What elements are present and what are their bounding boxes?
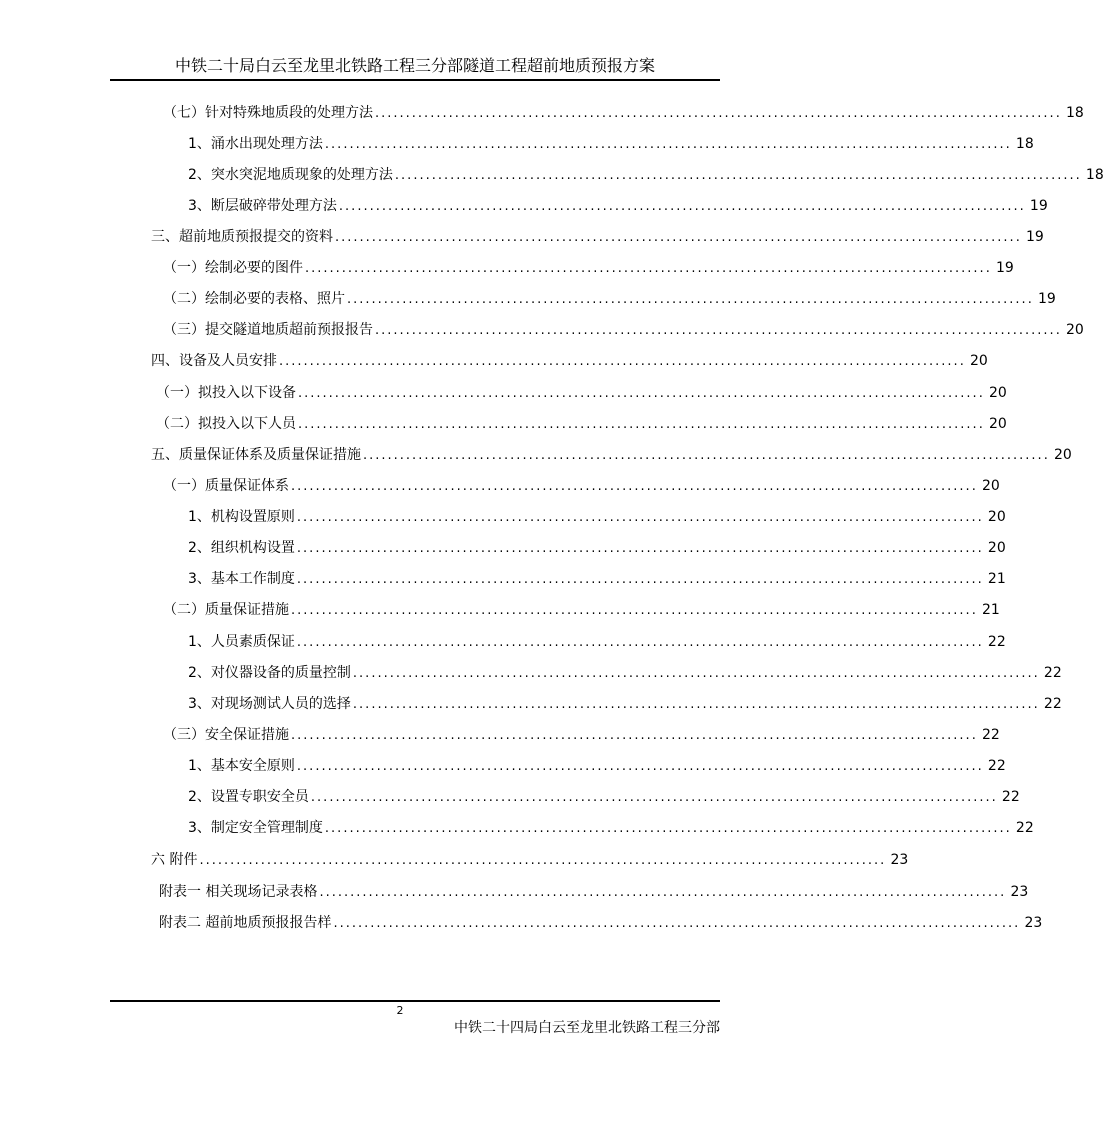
toc-leader-dots: ................................................................................................................ [296,572,984,587]
toc-entry-page: 22 [987,634,1006,650]
toc-leader-dots: ................................................................................................................ [296,759,984,774]
toc-entry-label: （一）绘制必要的图件 [163,260,303,276]
toc-leader-dots: ................................................................................................................ [296,510,984,525]
toc-leader-dots: ................................................................................................................ [298,386,985,401]
toc-entry[interactable] [188,164,1104,186]
toc-entry-label: （三）安全保证措施 [163,727,289,743]
toc-leader-dots: ................................................................................................................ [352,697,1040,712]
toc-entry[interactable] [163,724,1000,746]
toc-entry-label: （七）针对特殊地质段的处理方法 [163,105,373,121]
toc-entry-page: 20 [1054,447,1072,463]
toc-entry-page: 20 [987,540,1006,556]
toc-leader-dots: ................................................................................................................ [291,603,978,618]
toc-entry-label: 五、质量保证体系及质量保证措施 [151,447,361,463]
toc-leader-dots: ................................................................................................................ [298,417,985,432]
toc-entry[interactable] [151,849,909,871]
toc-entry[interactable] [188,817,1034,839]
toc-entry[interactable] [163,599,1000,621]
toc-entry-label: 2、突水突泥地质现象的处理方法 [188,167,393,183]
toc-leader-dots: ................................................................................................................ [324,137,1012,152]
toc-entry-label: 四、设备及人员安排 [151,353,277,369]
toc-leader-dots: ................................................................................................................ [333,916,1021,931]
toc-leader-dots: ................................................................................................................ [279,354,966,369]
page-number: 2 [396,1004,404,1017]
toc-entry[interactable] [159,881,1029,903]
toc-entry-page: 20 [989,416,1007,432]
toc-entry-label: （二）拟投入以下人员 [156,416,296,432]
toc-entry-label: 3、基本工作制度 [188,571,295,587]
toc-entry[interactable] [163,475,1000,497]
toc-entry[interactable] [156,413,1007,435]
toc-entry[interactable] [151,226,1044,248]
toc-entry[interactable] [163,319,1084,341]
toc-entry-page: 20 [1066,322,1084,338]
toc-entry-label: （一）质量保证体系 [163,478,289,494]
toc-entry-page: 22 [982,727,1000,743]
toc-entry-page: 22 [1043,665,1062,681]
toc-entry-label: 2、设置专职安全员 [188,789,309,805]
toc-entry[interactable] [151,444,1072,466]
toc-entry[interactable] [151,350,988,372]
toc-entry[interactable] [188,506,1006,528]
toc-entry-page: 21 [987,571,1006,587]
toc-entry-label: 六 附件 [151,852,198,868]
toc-entry[interactable] [163,257,1014,279]
toc-entry-page: 18 [1015,136,1034,152]
toc-entry[interactable] [188,133,1034,155]
toc-entry-page: 19 [1038,291,1056,307]
toc-entry-label: （二）绘制必要的表格、照片 [163,291,345,307]
toc-entry-page: 19 [996,260,1014,276]
toc-entry-page: 22 [987,758,1006,774]
toc-entry[interactable] [159,912,1043,934]
toc-entry-page: 22 [1015,820,1034,836]
footer-organization: 中铁二十四局白云至龙里北铁路工程三分部 [454,1020,720,1036]
toc-entry-label: 1、人员素质保证 [188,634,295,650]
toc-entry[interactable] [188,568,1006,590]
toc-leader-dots: ................................................................................................................ [363,448,1050,463]
toc-entry-label: （二）质量保证措施 [163,602,289,618]
toc-leader-dots: ................................................................................................................ [310,790,998,805]
toc-entry[interactable] [188,631,1006,653]
toc-leader-dots: ................................................................................................................ [352,666,1040,681]
toc-entry-page: 23 [1024,915,1043,931]
toc-entry-page: 23 [1010,884,1029,900]
toc-leader-dots: ................................................................................................................ [199,853,887,868]
header-rule [110,79,720,81]
toc-leader-dots: ................................................................................................................ [324,821,1012,836]
toc-entry-label: 2、组织机构设置 [188,540,295,556]
toc-entry[interactable] [188,195,1048,217]
toc-entry[interactable] [188,755,1006,777]
toc-entry-page: 20 [989,385,1007,401]
toc-entry-page: 19 [1029,198,1048,214]
toc-entry[interactable] [156,382,1007,404]
toc-entry-label: 2、对仪器设备的质量控制 [188,665,351,681]
toc-entry[interactable] [163,102,1084,124]
toc-leader-dots: ................................................................................................................ [305,261,992,276]
toc-entry-page: 20 [970,353,988,369]
toc-entry-page: 20 [982,478,1000,494]
toc-entry-page: 21 [982,602,1000,618]
toc-entry-label: 1、涌水出现处理方法 [188,136,323,152]
toc-leader-dots: ................................................................................................................ [291,479,978,494]
toc-entry-page: 22 [1043,696,1062,712]
toc-leader-dots: ................................................................................................................ [338,199,1026,214]
toc-entry-page: 18 [1085,167,1104,183]
toc-entry-label: 3、制定安全管理制度 [188,820,323,836]
toc-entry-page: 20 [987,509,1006,525]
toc-leader-dots: ................................................................................................................ [347,292,1034,307]
toc-entry-label: 三、超前地质预报提交的资料 [151,229,333,245]
toc-leader-dots: ................................................................................................................ [375,323,1062,338]
toc-entry[interactable] [188,662,1062,684]
toc-entry-label: 附表二 超前地质预报报告样 [159,915,332,931]
toc-leader-dots: ................................................................................................................ [319,885,1007,900]
toc-entry-label: 3、对现场测试人员的选择 [188,696,351,712]
toc-entry-label: 附表一 相关现场记录表格 [159,884,318,900]
footer-rule [110,1000,720,1002]
toc-entry-label: （三）提交隧道地质超前预报报告 [163,322,373,338]
toc-entry-label: 3、断层破碎带处理方法 [188,198,337,214]
toc-entry-page: 23 [890,852,909,868]
toc-leader-dots: ................................................................................................................ [394,168,1082,183]
toc-leader-dots: ................................................................................................................ [375,106,1062,121]
toc-entry-page: 19 [1026,229,1044,245]
toc-entry-label: 1、基本安全原则 [188,758,295,774]
toc-leader-dots: ................................................................................................................ [296,635,984,650]
header-title: 中铁二十局白云至龙里北铁路工程三分部隧道工程超前地质预报方案 [174,56,655,75]
toc-entry-label: 1、机构设置原则 [188,509,295,525]
toc-entry[interactable] [163,288,1056,310]
toc-entry[interactable] [188,693,1062,715]
toc-entry[interactable] [188,786,1020,808]
toc-entry-label: （一）拟投入以下设备 [156,385,296,401]
toc-leader-dots: ................................................................................................................ [291,728,978,743]
toc-leader-dots: ................................................................................................................ [296,541,984,556]
toc-entry-page: 22 [1001,789,1020,805]
toc-leader-dots: ................................................................................................................ [335,230,1022,245]
toc-entry-page: 18 [1066,105,1084,121]
toc-entry[interactable] [188,537,1006,559]
